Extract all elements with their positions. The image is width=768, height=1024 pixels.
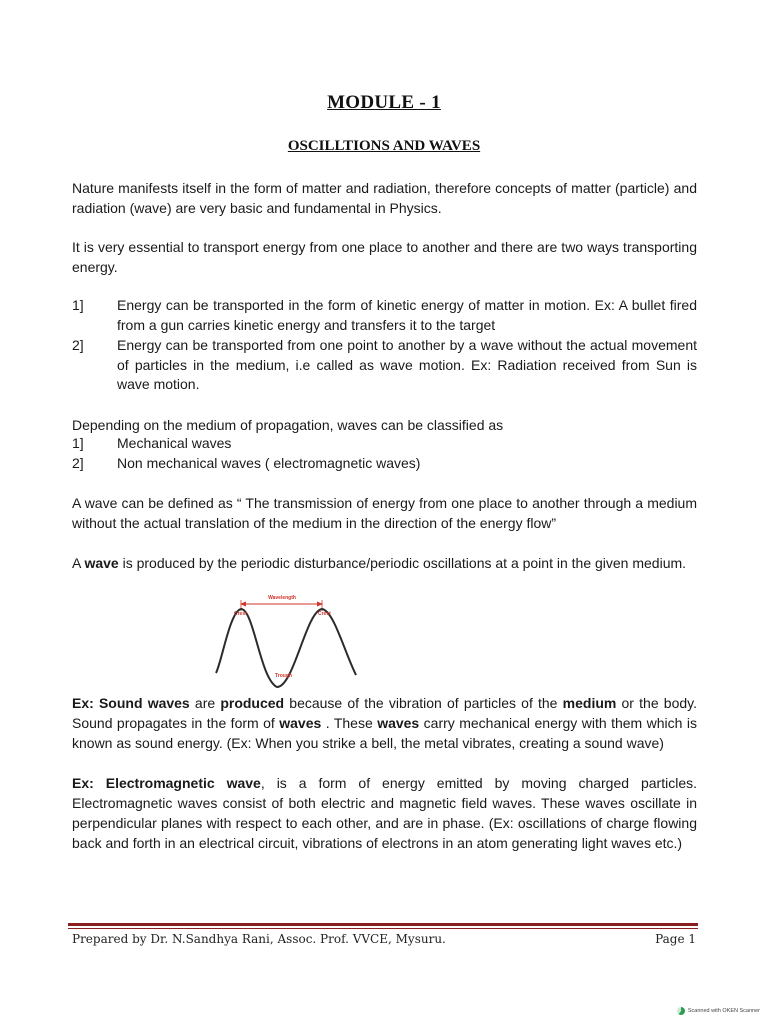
text-run: are [189, 695, 221, 711]
bold-term: produced [220, 695, 285, 711]
bold-term: medium [562, 695, 617, 711]
footer-author: Prepared by Dr. N.Sandhya Rani, Assoc. Prof. VVCE, Mysuru. [72, 932, 446, 946]
scanner-watermark [677, 1007, 760, 1015]
scanner-logo-icon [677, 1007, 685, 1015]
energy-transport-paragraph: It is very essential to transport energy from one place to another and there are two ways transporting energy. [72, 239, 697, 275]
module-title: MODULE - 1 [327, 92, 441, 113]
intro-paragraph: Nature manifests itself in the form of matter and radiation, therefore concepts of matter (particle) and radiation (wave) are very basic and fundamental in Physics. [72, 180, 697, 216]
text-run: . These [321, 715, 378, 731]
page-number: Page 1 [655, 932, 696, 946]
bold-term: waves [279, 715, 322, 731]
list-number: 1] [72, 435, 84, 451]
crest-right-label: Crest [318, 611, 331, 617]
electromagnetic-wave-paragraph [72, 773, 697, 853]
list-number: 2] [72, 337, 84, 353]
list-text: Energy can be transported in the form of kinetic energy of matter in motion. Ex: A bullet fired from a gun carries kinetic energy and transfers it to the target [117, 297, 697, 333]
wavelength-label: Wavelength [268, 595, 296, 601]
crest-left-label: Crest [234, 611, 247, 617]
text-run: because of the vibration of particles of the [284, 695, 563, 711]
list-text: Energy can be transported from one point to another by a wave without the actual movement of particles in the medium, i.e called as wave motion. Ex: Radiation received from Sun is wave motion. [117, 337, 697, 392]
text-run: carry mechanical energy with them which is known as sound energy. (Ex: When you strike a bell, the metal vibrates, creating a sound wave) [72, 715, 697, 751]
footer-rule-thick [68, 923, 698, 926]
text-run: , is a form of energy emitted by moving charged particles. Electromagnetic waves consist of both electric and magnetic field waves. These waves oscillate in perpendicular planes with respect to each other, and are in phase. (Ex: oscillations of charge flowing back and forth in an electrical circuit, vibrations of electrons in an atom generating light waves etc.) [72, 775, 697, 851]
list-text: Mechanical waves [117, 435, 232, 451]
section-title: OSCILLTIONS AND WAVES [287, 138, 481, 154]
list-item [72, 434, 697, 454]
footer-rule-thin [68, 928, 698, 929]
list-item [72, 454, 697, 474]
wavelength-arrow [240, 600, 323, 611]
list-text: Non mechanical waves ( electromagnetic waves) [117, 455, 421, 471]
bold-term: waves [377, 715, 420, 731]
list-number: 2] [72, 455, 84, 471]
list-number: 1] [72, 297, 84, 313]
sound-waves-paragraph [72, 693, 697, 753]
wave-diagram [212, 591, 362, 691]
wave-production-paragraph [72, 553, 697, 573]
wave-definition: A wave can be defined as “ The transmission of energy from one place to another through a medium without the actual translation of the medium in the direction of the energy flow” [72, 495, 697, 531]
text-run: A [72, 555, 85, 571]
bold-term: wave [84, 555, 119, 571]
text-run: or the body. Sound propagates in the form of [72, 695, 697, 731]
text-run: is produced by the periodic disturbance/periodic oscillations at a point in the given medium. [118, 555, 687, 571]
scanner-text: Scanned with OKEN Scanner [687, 1008, 760, 1014]
classification-intro: Depending on the medium of propagation, waves can be classified as [72, 417, 504, 433]
bold-term: Ex: Sound waves [72, 695, 190, 711]
list-item [72, 336, 697, 394]
list-item [72, 296, 697, 335]
trough-label: Trough [275, 673, 292, 679]
bold-term: Ex: Electromagnetic wave [72, 775, 261, 791]
